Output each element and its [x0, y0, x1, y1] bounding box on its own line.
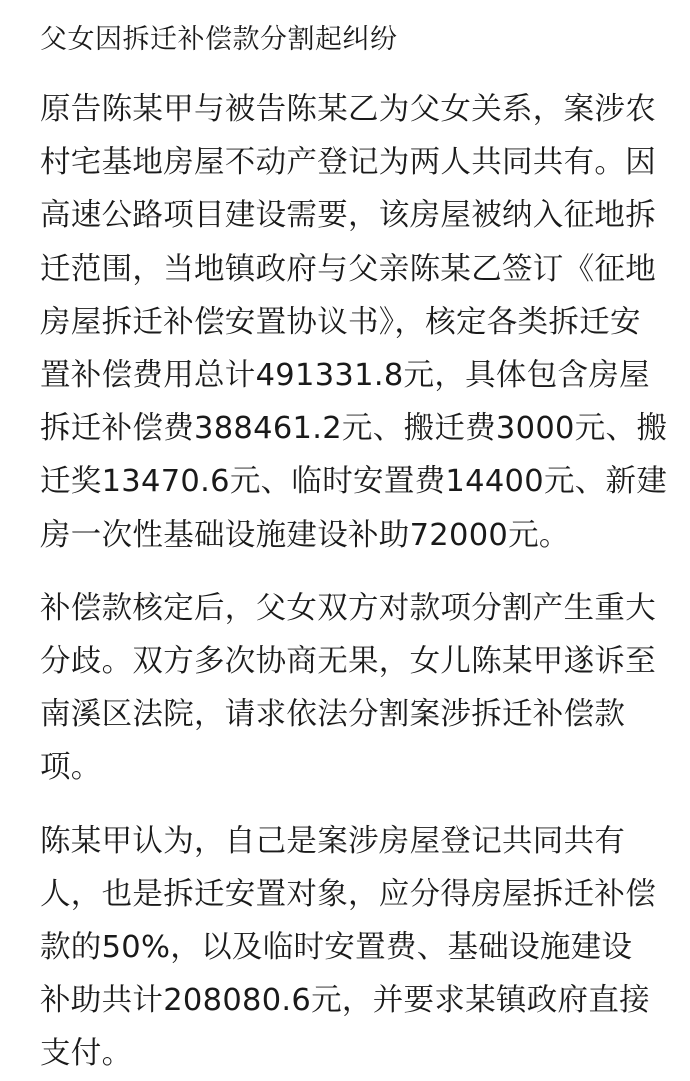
paragraph-line: 置补偿费用总计491331.8元，具体包含房屋 [40, 358, 650, 394]
paragraph-line: 高速公路项目建设需要，该房屋被纳入征地拆 [40, 198, 656, 234]
paragraph-line: 项。 [40, 750, 102, 786]
paragraph-2 [40, 582, 656, 795]
paragraph-line: 款的50%，以及临时安置费、基础设施建设 [40, 930, 633, 966]
paragraph-line: 拆迁补偿费388461.2元、搬迁费3000元、搬 [40, 411, 668, 447]
paragraph-line: 支付。 [40, 1036, 133, 1072]
paragraph-3 [40, 815, 656, 1081]
article [40, 0, 668, 1081]
paragraph-line: 人，也是拆迁安置对象，应分得房屋拆迁补偿 [40, 876, 656, 912]
paragraph-line: 补偿款核定后，父女双方对款项分割产生重大 [40, 590, 656, 626]
paragraph-line: 南溪区法院，请求依法分割案涉拆迁补偿款 [40, 697, 626, 733]
article-title: 父女因拆迁补偿款分割起纠纷 [40, 24, 398, 55]
paragraph-line: 迁范围，当地镇政府与父亲陈某乙签订《征地 [40, 251, 656, 287]
paragraph-line: 陈某甲认为，自己是案涉房屋登记共同共有 [40, 823, 626, 859]
paragraph-line: 房一次性基础设施建设补助72000元。 [40, 517, 570, 553]
paragraph-line: 原告陈某甲与被告陈某乙为父女关系，案涉农 [40, 92, 656, 127]
paragraph-line: 分歧。双方多次协商无果，女儿陈某甲遂诉至 [40, 644, 656, 680]
paragraph-1 [40, 83, 668, 562]
paragraph-line: 迁奖13470.6元、临时安置费14400元、新建 [40, 464, 668, 500]
paragraph-line: 村宅基地房屋不动产登记为两人共同共有。因 [40, 145, 656, 181]
paragraph-line: 补助共计208080.6元，并要求某镇政府直接 [40, 983, 650, 1019]
paragraph-line: 房屋拆迁补偿安置协议书》，核定各类拆迁安 [40, 304, 641, 340]
